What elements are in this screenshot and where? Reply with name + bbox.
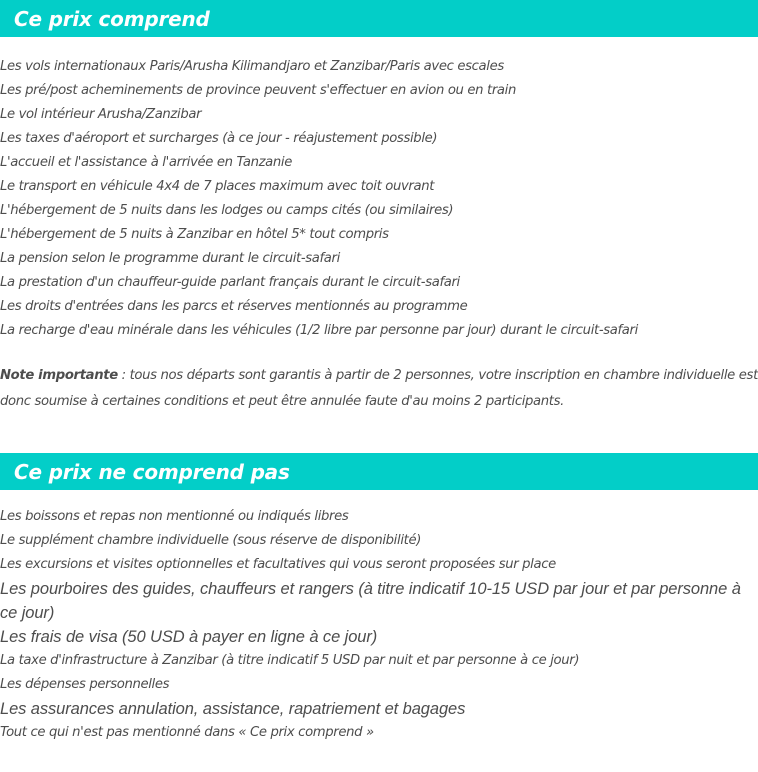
list-item: L'hébergement de 5 nuits à Zanzibar en hôtel 5* tout compris xyxy=(0,227,389,242)
included-list xyxy=(0,55,758,343)
list-item: Les taxes d'aéroport et surcharges (à ce jour - réajustement possible) xyxy=(0,131,438,146)
list-item: La pension selon le programme durant le circuit-safari xyxy=(0,251,340,266)
list-item: Les pourboires des guides, chauffeurs et rangers (à titre indicatif 10-15 USD par jour et par personne à ce jour) xyxy=(0,580,741,622)
important-note-body: : tous nos départs sont garantis à partir de 2 personnes, votre inscription en chambre individuelle est donc soumise à certaines conditions et peut être annulée faute d'au moins 2 participants. xyxy=(0,368,758,409)
important-note-lead: Note importante xyxy=(0,368,118,383)
list-item: Les droits d'entrées dans les parcs et réserves mentionnés au programme xyxy=(0,299,468,314)
list-item: Les dépenses personnelles xyxy=(0,677,170,692)
list-item: Les assurances annulation, assistance, rapatriement et bagages xyxy=(0,700,466,718)
list-item: La recharge d'eau minérale dans les véhicules (1/2 libre par personne par jour) durant le circuit-safari xyxy=(0,323,638,338)
section-header-included xyxy=(0,0,758,37)
section-title-included: Ce prix comprend xyxy=(14,6,210,31)
list-item: La taxe d'infrastructure à Zanzibar (à titre indicatif 5 USD par nuit et par personne à ce jour) xyxy=(0,653,580,668)
section-divider-spacer xyxy=(0,415,758,453)
list-item: Les pré/post acheminements de province peuvent s'effectuer en avion ou en train xyxy=(0,83,516,98)
list-item: Tout ce qui n'est pas mentionné dans « Ce prix comprend » xyxy=(0,725,374,740)
list-item: Le supplément chambre individuelle (sous réserve de disponibilité) xyxy=(0,533,422,548)
section-price-not-included xyxy=(0,453,758,745)
list-item: Les vols internationaux Paris/Arusha Kilimandjaro et Zanzibar/Paris avec escales xyxy=(0,59,504,74)
list-item: La prestation d'un chauffeur-guide parlant français durant le circuit-safari xyxy=(0,275,460,290)
list-item: L'hébergement de 5 nuits dans les lodges ou camps cités (ou similaires) xyxy=(0,203,454,218)
section-title-not-included: Ce prix ne comprend pas xyxy=(14,459,290,484)
list-item: Le transport en véhicule 4x4 de 7 places maximum avec toit ouvrant xyxy=(0,179,435,194)
important-note xyxy=(0,343,758,415)
list-item: Les excursions et visites optionnelles et facultatives qui vous seront proposées sur place xyxy=(0,557,556,572)
list-item: Les frais de visa (50 USD à payer en ligne à ce jour) xyxy=(0,628,378,646)
not-included-list xyxy=(0,505,758,745)
list-item: L'accueil et l'assistance à l'arrivée en Tanzanie xyxy=(0,155,292,170)
list-item: Les boissons et repas non mentionné ou indiqués libres xyxy=(0,509,349,524)
section-header-not-included xyxy=(0,453,758,490)
list-item: Le vol intérieur Arusha/Zanzibar xyxy=(0,107,202,122)
